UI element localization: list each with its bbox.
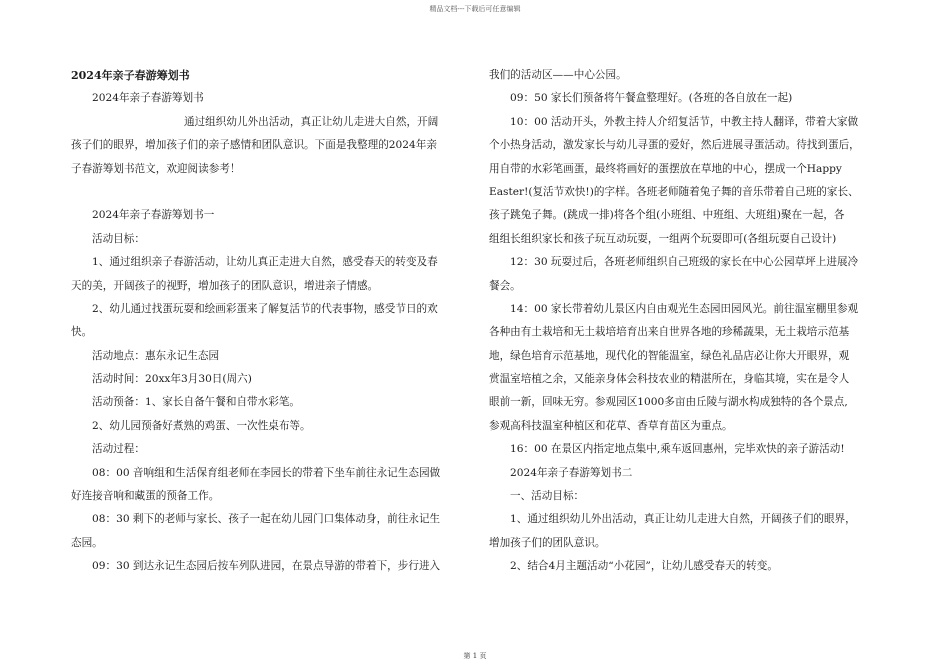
text-line: 活动过程：	[92, 443, 145, 456]
text-line: 2、幼儿通过找蛋玩耍和绘画彩蛋来了解复活节的代表事物，感受节日的欢	[92, 302, 438, 315]
text-line: 用自带的水彩笔画蛋，最终将画好的蛋摆放在草地的中心，摆成一个Happy	[489, 162, 842, 175]
text-line: 个小热身活动，激发家长与幼儿寻蛋的爱好，然后进展寻蛋活动。待找到蛋后，	[489, 139, 860, 152]
text-line: 1、通过组织幼儿外出活动，真正让幼儿走进大自然，开阔孩子们的眼界，	[510, 513, 856, 526]
text-line: 一、活动目标：	[510, 490, 585, 503]
text-line: 活动地点：惠东永记生态园	[92, 349, 220, 362]
text-line: 12：30 玩耍过后，各班老师组织自己班级的家长在中心公园草坪上进展冷	[510, 256, 859, 269]
text-line: 眼前一新，回味无穷。参观园区1000多亩由丘陵与湖水构成独特的各个景点,	[489, 396, 848, 409]
text-line: 活动目标：	[92, 232, 145, 245]
text-line: 天的美，开阔孩子的视野，增加孩子的团队意识，增进亲子情感。	[71, 279, 379, 292]
text-line: 孩子们的眼界，增加孩子们的亲子感情和团队意识。下面是我整理的2024年亲	[71, 139, 437, 152]
text-line: 子春游筹划书范文，欢迎阅读参考！	[71, 162, 241, 175]
text-line: 09：30 到达永记生态园后按车列队进园，在景点导游的带着下，步行进入	[92, 560, 441, 573]
text-line: 活动时间：20xx年3月30日(周六)	[92, 373, 252, 386]
page-header: 精品文档---下载后可任意编辑	[429, 5, 521, 13]
text-line: 好连接音响和藏蛋的预备工作。	[71, 490, 220, 503]
text-line: 活动预备：1、家长自备午餐和自带水彩笔。	[92, 396, 301, 409]
text-line: 孩子跳兔子舞。(跳成一排)将各个组(小班组、中班组、大班组)聚在一起，各	[489, 209, 845, 222]
document-title: 2024年亲子春游筹划书	[71, 69, 190, 82]
text-line: 2024年亲子春游筹划书	[92, 92, 204, 105]
left-column	[71, 64, 461, 579]
text-line: 2、结合4月主题活动“小花园”，让幼儿感受春天的转变。	[510, 560, 778, 573]
text-line: 各种由有土栽培和无土栽培培育出来自世界各地的珍稀蔬果，无土栽培示范基	[489, 326, 850, 339]
right-column	[489, 64, 879, 579]
text-line: 地，绿色培育示范基地，现代化的智能温室，绿色礼品店必让你大开眼界，观	[489, 349, 850, 362]
text-line: 我们的活动区——中心公园。	[489, 69, 627, 81]
text-line: 14：00 家长带着幼儿景区内自由观光生态园田园风光。前往温室棚里参观	[510, 302, 859, 315]
text-line: 16：00 在景区内指定地点集中,乘车返回惠州，完毕欢快的亲子游活动!	[510, 443, 845, 456]
text-line: 增加孩子们的团队意识。	[489, 536, 606, 549]
text-line: 1、通过组织亲子春游活动，让幼儿真正走进大自然，感受春天的转变及春	[92, 256, 438, 269]
text-line: 通过组织幼儿外出活动，真正让幼儿走进大自然，开阔	[184, 115, 439, 128]
text-line: 组组长组织家长和孩子玩互动玩耍，一组两个玩耍即可(各组玩耍自己设计)	[489, 232, 837, 245]
text-line: 2024年亲子春游筹划书一	[92, 209, 215, 222]
text-line: 09：50 家长们预备将午餐盒整理好。(各班的各自放在一起)	[510, 92, 793, 105]
text-line: 08：00 音响组和生活保育组老师在李园长的带着下坐车前往永记生态园做	[92, 466, 441, 479]
text-line: 快。	[71, 326, 93, 339]
text-line: 赏温室培植之余，又能亲身体会科技农业的精湛所在，身临其境，实在是令人	[489, 373, 850, 386]
text-line: 餐会。	[489, 279, 521, 292]
text-line: 08：30 剩下的老师与家长、孩子一起在幼儿园门口集体动身，前往永记生	[92, 513, 441, 526]
blank-line	[71, 181, 461, 204]
text-line: 10：00 活动开头，外教主持人介绍复活节，中教主持人翻译，带着大家做	[510, 115, 859, 128]
text-line: 态园。	[71, 536, 103, 549]
text-line: Easter!(复活节欢快!)的字样。各班老师随着兔子舞的音乐带着自己班的家长、	[489, 185, 859, 198]
text-line: 2、幼儿园预备好煮熟的鸡蛋、一次性桌布等。	[92, 419, 311, 432]
text-line: 2024年亲子春游筹划书二	[510, 466, 633, 479]
page-footer: 第 1 页	[463, 652, 487, 660]
text-line: 参观高科技温室种植区和花草、香草育苗区为重点。	[489, 419, 733, 432]
